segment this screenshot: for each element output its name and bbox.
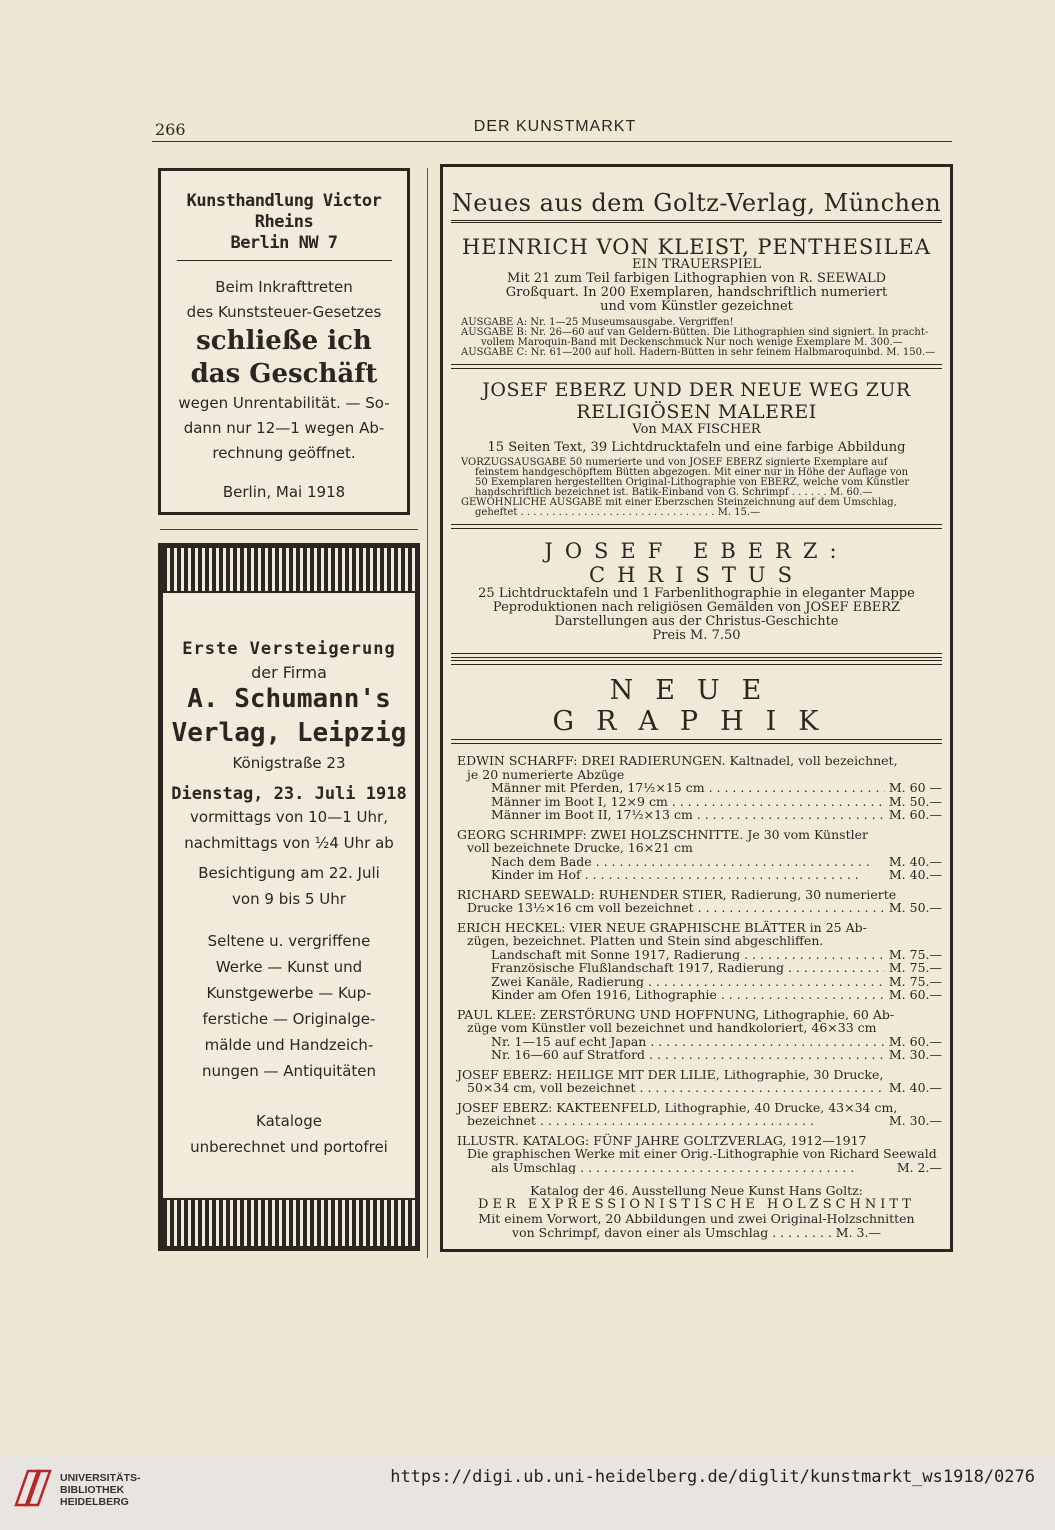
item-price: M. 2.— (896, 1159, 942, 1175)
item-price: M. 60.— (888, 807, 942, 822)
item-name: Männer im Boot II, 17½×13 cm . . . (491, 808, 885, 822)
library-name-line2: BIBLIOTHEK (60, 1484, 125, 1496)
library-name-line1: UNIVERSITÄTS- (60, 1472, 141, 1484)
price-line (451, 855, 942, 869)
item-name: Landschaft mit Sonne 1917, Radierung . . . (491, 948, 885, 962)
ad-schumann-der-firma: der Firma (251, 663, 327, 682)
exp-line3: Mit einem Vorwort, 20 Abbildungen und zwei Original-Holzschnitten (478, 1211, 915, 1226)
price-line (451, 1114, 942, 1128)
double-rule (451, 739, 942, 744)
christus-line3: Darstellungen aus der Christus-Geschichte (554, 614, 839, 629)
price-line (451, 975, 942, 989)
item-price: M. 50.— (888, 900, 942, 915)
ad-rheins-place-date: Berlin, Mai 1918 (222, 483, 346, 501)
double-rule (451, 660, 942, 665)
kleist-line1: Mit 21 zum Teil farbigen Lithographien von R. SEEWALD (506, 271, 887, 286)
ad-schumann (158, 543, 420, 1251)
ad-schumann-time1: vormittags von 10—1 Uhr, (190, 808, 388, 826)
eberz-gewoehnlich2: geheftet . . . . . . . . . . . . . . . . . . . . . . . . . . . . . . . M. 15.— (475, 507, 761, 518)
eberz-vorzug4: handschriftlich bezeichnet ist. Batik-Einband von G. Schrimpf . . . . . . M. 60.— (475, 487, 873, 498)
goltz-heading: Neues aus dem Goltz-Verlag, München (451, 189, 942, 217)
ad-schumann-name2: Verlag, Leipzig (171, 718, 407, 748)
library-name (60, 1472, 141, 1508)
ad-rheins-line3: wegen Unrentabilität. — So- (178, 394, 390, 412)
price-line (451, 961, 942, 975)
entry-katalog (451, 1134, 942, 1175)
item-name: Kinder im Hof . . . (491, 868, 885, 882)
item-name: Drucke 13½×16 cm voll bezeichnet . . . (467, 901, 885, 915)
item-name: Nr. 1—15 auf echt Japan . . . (491, 1035, 885, 1049)
eberz-vorzug3: 50 Exemplaren hergestellten Original-Lithographie von EBERZ, welche vom Künstler (475, 477, 910, 488)
entry-katalog-sub: Die graphischen Werke mit einer Orig.-Lithographie von Richard Seewald (467, 1146, 937, 1161)
entry-lilie-heading: JOSEF EBERZ: HEILIGE MIT DER LILIE, Lithographie, 30 Drucke, (457, 1066, 884, 1082)
price-line (451, 988, 942, 1002)
item-price: M. 60.— (888, 987, 942, 1002)
christus-price: Preis M. 7.50 (652, 628, 741, 643)
entry-klee-heading: PAUL KLEE: ZERSTÖRUNG UND HOFFNUNG, Lithographie, 60 Ab- (457, 1006, 895, 1022)
item-name: bezeichnet . . . (467, 1114, 885, 1128)
item-name: 50×34 cm, voll bezeichnet . . . (467, 1081, 885, 1095)
journal-title: DER KUNSTMARKT (473, 118, 637, 135)
item-name: als Umschlag . . . (491, 1161, 893, 1175)
header-rule (152, 141, 952, 142)
entry-scharff-heading: EDWIN SCHARFF: DREI RADIERUNGEN. Kaltnadel, voll bezeichnet, (457, 753, 898, 768)
item-name: Nach dem Bade . . . (491, 855, 885, 869)
ad-schumann-desc4: ferstiche — Originalge- (202, 1010, 376, 1028)
page-number: 266 (155, 120, 186, 139)
item-name: Nr. 16—60 auf Stratford . . . (491, 1048, 885, 1062)
price-line (451, 1035, 942, 1049)
entry-schrimpf-heading: GEORG SCHRIMPF: ZWEI HOLZSCHNITTE. Je 30 vom Künstler (457, 826, 868, 842)
item-price: M. 40.— (888, 1080, 942, 1095)
entry-heckel-sub: zügen, bezeichnet. Platten und Stein sind abgeschliffen. (467, 933, 824, 948)
entry-scharff (451, 754, 942, 822)
item-name: Kinder am Ofen 1916, Lithographie . . . (491, 988, 885, 1002)
eberz-author: Von MAX FISCHER (632, 422, 761, 437)
price-line (451, 1048, 942, 1062)
kleist-line3: und vom Künstler gezeichnet (600, 299, 793, 314)
university-library-logo-icon (12, 1465, 54, 1511)
column-separator (427, 168, 428, 1258)
double-rule (451, 653, 942, 658)
ad-schumann-date: Dienstag, 23. Juli 1918 (171, 784, 407, 804)
ad-schumann-ornament-bottom (163, 1198, 415, 1246)
kleist-edition-c: AUSGABE C: Nr. 61—200 auf holl. Hadern-Bütten in sehr feinem Halbmaroquinbd. M. 150.— (461, 347, 936, 358)
ad-schumann-view2: von 9 bis 5 Uhr (232, 890, 346, 908)
eberz-line1: 15 Seiten Text, 39 Lichtdrucktafeln und eine farbige Abbildung (487, 440, 906, 455)
double-rule (451, 220, 942, 226)
eberz-vorzug1: VORZUGSAUSGABE 50 numerierte und von JOSEF EBERZ signierte Exemplare auf (461, 457, 888, 468)
exp-line1: Katalog der 46. Ausstellung Neue Kunst Hans Goltz: (530, 1183, 863, 1198)
entry-klee (451, 1008, 942, 1062)
entry-kakteen-heading: JOSEF EBERZ: KAKTEENFELD, Lithographie, 40 Drucke, 43×34 cm, (457, 1099, 898, 1115)
viewer-footer (0, 1455, 1055, 1530)
entry-seewald (451, 888, 942, 915)
item-name: Männer im Boot I, 12×9 cm . . . (491, 795, 885, 809)
ad-rheins-firm (161, 191, 407, 254)
ad-schumann-title: Erste Versteigerung (182, 639, 396, 659)
item-name: Französische Flußlandschaft 1917, Radierung . . . (491, 961, 885, 975)
item-name: Zwei Kanäle, Radierung . . . (491, 975, 885, 989)
item-price: M. 60 — (888, 780, 942, 795)
item-price: M. 75.— (888, 946, 942, 962)
price-line (451, 781, 942, 795)
price-line (451, 1161, 942, 1175)
item-name: Männer mit Pferden, 17½×15 cm . . . (491, 781, 885, 795)
entry-kakteen (451, 1101, 942, 1128)
ad-rheins-firm-line1: Kunsthandlung Victor Rheins (186, 191, 382, 232)
ad-schumann-desc3: Kunstgewerbe — Kup- (206, 984, 372, 1002)
entry-katalog-heading: ILLUSTR. KATALOG: FÜNF JAHRE GOLTZVERLAG, 1912—1917 (457, 1132, 867, 1148)
item-price: M. 60.— (888, 1033, 942, 1049)
kleist-edition-b2: vollem Maroquin-Band mit Deckenschmuck Nur noch wenige Exemplare M. 300.— (481, 337, 903, 348)
christus-title: JOSEF EBERZ: CHRISTUS (544, 539, 849, 587)
ad-rheins-line1: Beim Inkrafttreten (215, 278, 353, 296)
entry-seewald-heading: RICHARD SEEWALD: RUHENDER STIER, Radierung, 30 numerierte (457, 886, 897, 902)
double-rule (451, 364, 942, 369)
eberz-title2: RELIGIÖSEN MALEREI (576, 401, 817, 423)
ad-rheins-big1: schließe ich (196, 326, 372, 356)
ad-separator (160, 529, 418, 530)
item-price: M. 75.— (888, 960, 942, 975)
entry-heckel-heading: ERICH HECKEL: VIER NEUE GRAPHISCHE BLÄTTER in 25 Ab- (457, 919, 867, 935)
kleist-title: HEINRICH VON KLEIST, PENTHESILEA (461, 235, 932, 259)
ad-rheins-big2: das Geschäft (190, 359, 378, 389)
ad-schumann-cat1: Kataloge (256, 1112, 322, 1130)
exp-line4: von Schrimpf, davon einer als Umschlag . . . . . . . . M. 3.— (512, 1225, 881, 1240)
entry-schrimpf (451, 828, 942, 882)
eberz-title1: JOSEF EBERZ UND DER NEUE WEG ZUR (482, 379, 911, 401)
ad-rheins-firm-line2: Berlin NW 7 (230, 233, 338, 253)
kleist-subtitle: EIN TRAUERSPIEL (631, 257, 762, 272)
kleist-edition-b1: AUSGABE B: Nr. 26—60 auf van Geldern-Bütten. Die Lithographien sind signiert. In pracht- (461, 327, 929, 338)
entry-lilie (451, 1068, 942, 1095)
ad-schumann-ornament-top (163, 548, 415, 593)
christus-line2: Peproduktionen nach religiösen Gemälden von JOSEF EBERZ (492, 600, 901, 615)
ad-schumann-address: Königstraße 23 (232, 754, 346, 772)
library-name-line3: HEIDELBERG (60, 1496, 129, 1508)
entry-heckel (451, 921, 942, 1002)
graphik-title: NEUE GRAPHIK (552, 675, 841, 737)
item-price: M. 40.— (888, 867, 942, 882)
item-price: M. 40.— (888, 853, 942, 869)
item-price: M. 75.— (888, 973, 942, 989)
price-line (451, 1081, 942, 1095)
price-line (451, 808, 942, 822)
entry-klee-sub: züge vom Künstler voll bezeichnet und handkoloriert, 46×33 cm (467, 1020, 877, 1035)
price-line (451, 795, 942, 809)
item-price: M. 30.— (888, 1113, 942, 1128)
price-line (451, 948, 942, 962)
item-price: M. 50.— (888, 793, 942, 809)
ad-schumann-desc6: nungen — Antiquitäten (201, 1062, 377, 1080)
christus-line1: 25 Lichtdrucktafeln und 1 Farbenlithographie in eleganter Mappe (478, 586, 915, 601)
ad-schumann-view1: Besichtigung am 22. Juli (198, 864, 380, 882)
ad-rheins-line4: dann nur 12—1 wegen Ab- (183, 419, 385, 437)
kleist-line2: Großquart. In 200 Exemplaren, handschriftlich numeriert (505, 285, 888, 300)
ad-schumann-desc2: Werke — Kunst und (215, 958, 363, 976)
ad-schumann-cat2: unberechnet und portofrei (190, 1138, 388, 1156)
permalink-url[interactable]: https://digi.ub.uni-heidelberg.de/diglit/kunstmarkt_ws1918/0276 (390, 1467, 1035, 1487)
exp-line2: DER EXPRESSIONISTISCHE HOLZSCHNITT (478, 1197, 915, 1212)
eberz-gewoehnlich1: GEWÖHNLICHE AUSGABE mit einer Eberzschen Steinzeichnung auf dem Umschlag, (461, 497, 897, 508)
ad-schumann-desc5: mälde und Handzeich- (204, 1036, 374, 1054)
ad-schumann-name1: A. Schumann's (187, 684, 391, 714)
ad-schumann-time2: nachmittags von ½4 Uhr ab (184, 834, 394, 852)
price-line (451, 868, 942, 882)
kleist-edition-a: AUSGABE A: Nr. 1—25 Museumsausgabe. Vergriffen! (461, 317, 734, 328)
ad-rheins-line5: rechnung geöffnet. (212, 444, 356, 462)
double-rule (451, 524, 942, 529)
ad-rheins (158, 168, 410, 515)
ad-schumann-desc1: Seltene u. vergriffene (207, 932, 371, 950)
price-line (451, 901, 942, 915)
goltz-ad (440, 164, 953, 1252)
item-price: M. 30.— (888, 1047, 942, 1062)
entry-scharff-sub: je 20 numerierte Abzüge (467, 766, 625, 782)
ad-rheins-line2: des Kunststeuer-Gesetzes (186, 303, 382, 321)
entry-schrimpf-sub: voll bezeichnete Drucke, 16×21 cm (467, 840, 693, 855)
eberz-vorzug2: feinstem handgeschöpftem Bütten abgezogen. Mit einer nur in Höhe der Auflage von (475, 467, 909, 478)
